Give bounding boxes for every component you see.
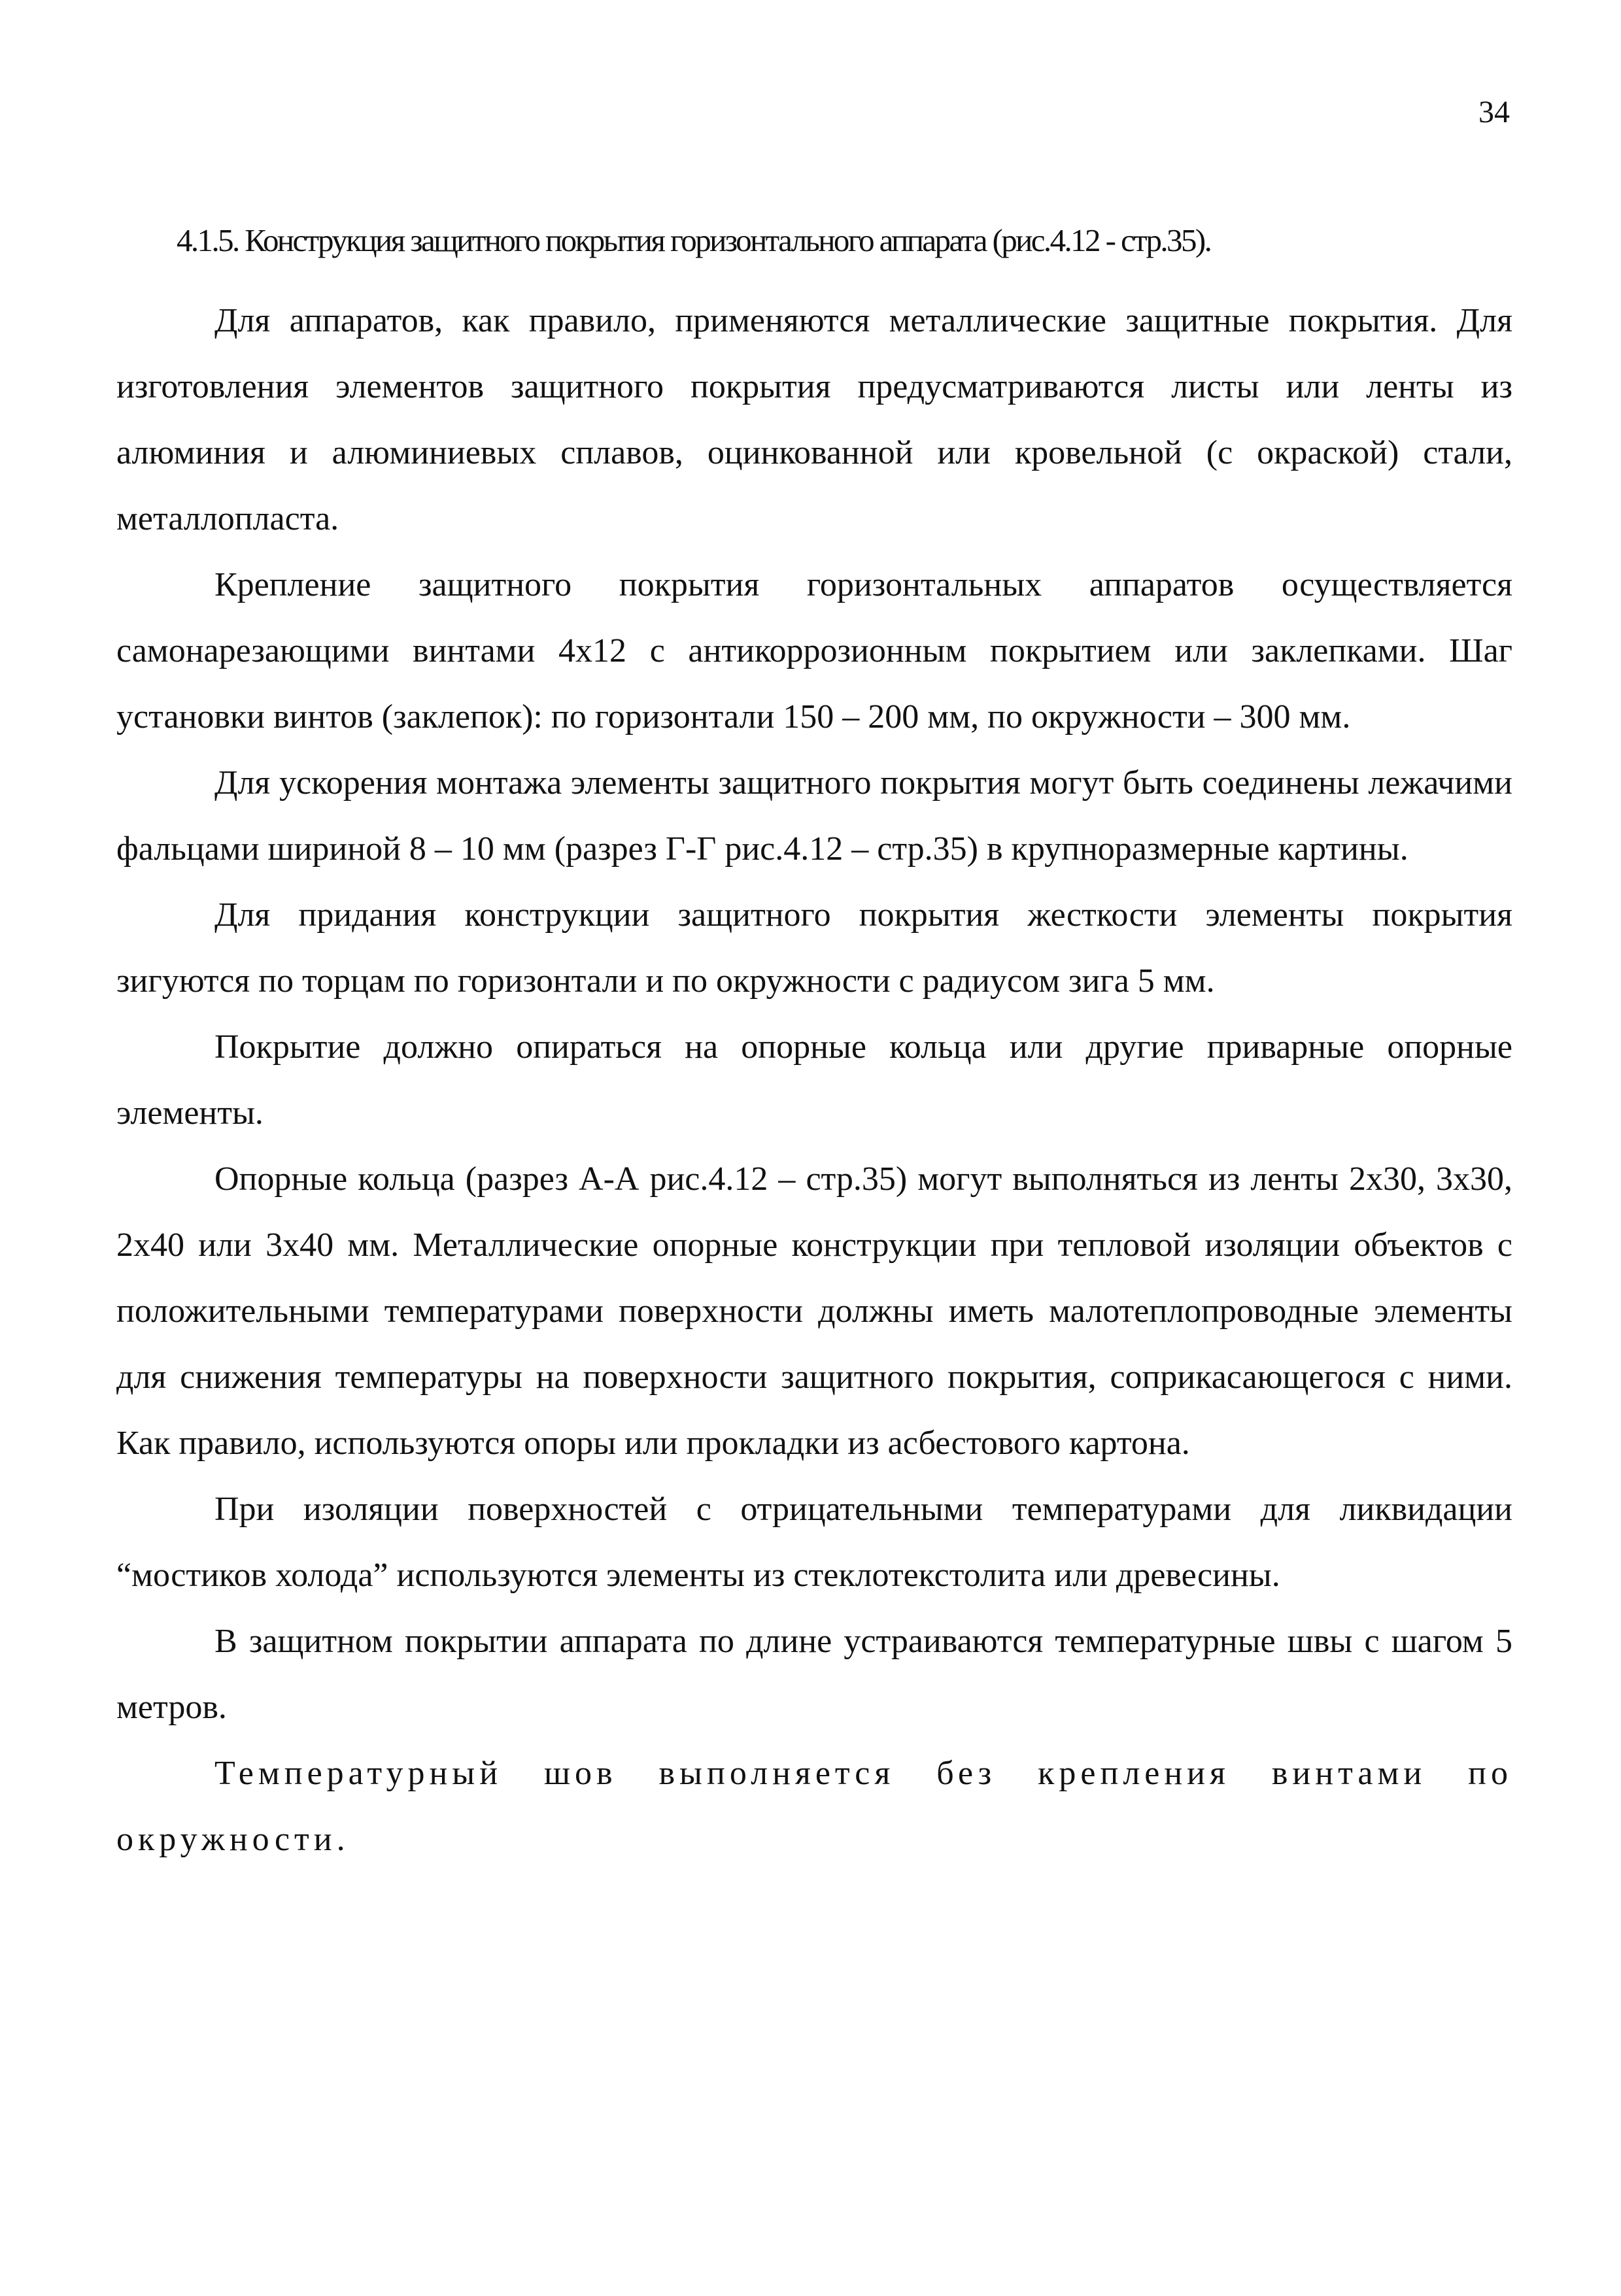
paragraph-rigidity: Для придания конструкции защитного покрытия жесткости элементы покрытия зигуются по торцам по горизонтали и по окружности с радиусом зига 5 мм. (116, 896, 1512, 1000)
paragraph-support: Покрытие должно опираться на опорные кольца или другие приварные опорные элементы. (116, 1028, 1512, 1132)
page-number: 34 (1478, 95, 1510, 129)
paragraph-temperature-joints: В защитном покрытии аппарата по длине устраиваются температурные швы с шагом 5 метров. (116, 1623, 1512, 1726)
paragraph-seam-joining: Для ускорения монтажа элементы защитного покрытия могут быть соединены лежачими фальцами шириной 8 – 10 мм (разрез Г-Г рис.4.12 – стр.35) в крупноразмерные картины. (116, 764, 1512, 868)
page-content (116, 208, 1512, 1872)
section-heading: 4.1.5. Конструкция защитного покрытия горизонтального аппарата (рис.4.12 - стр.35). (177, 222, 1211, 258)
paragraph-joint-fastening: Температурный шов выполняется без крепления винтами по окружности. (116, 1755, 1512, 1858)
paragraph-protective-coating-materials: Для аппаратов, как правило, применяются металлические защитные покрытия. Для изготовления элементов защитного покрытия предусматриваются листы или ленты из алюминия и алюминиевых сплавов, оцинкованной или кровельной (с окраской) стали, металлопласта. (116, 302, 1512, 537)
paragraph-fastening: Крепление защитного покрытия горизонтальных аппаратов осуществляется самонарезающими винтами 4х12 с антикоррозионным покрытием или заклепками. Шаг установки винтов (заклепок): по горизонтали 150 – 200 мм, по окружности – 300 мм. (116, 566, 1512, 735)
paragraph-support-rings: Опорные кольца (разрез А-А рис.4.12 – стр.35) могут выполняться из ленты 2х30, 3х30, 2х40 или 3х40 мм. Металлические опорные конструкции при тепловой изоляции объектов с положительными температурами поверхности должны иметь малотеплопроводные элементы для снижения температуры на поверхности защитного покрытия, соприкасающегося с ними. Как правило, используются опоры или прокладки из асбестового картона. (116, 1160, 1512, 1462)
paragraph-cold-bridges: При изоляции поверхностей с отрицательными температурами для ликвидации “мостиков холода” используются элементы из стеклотекстолита или древесины. (116, 1491, 1512, 1594)
